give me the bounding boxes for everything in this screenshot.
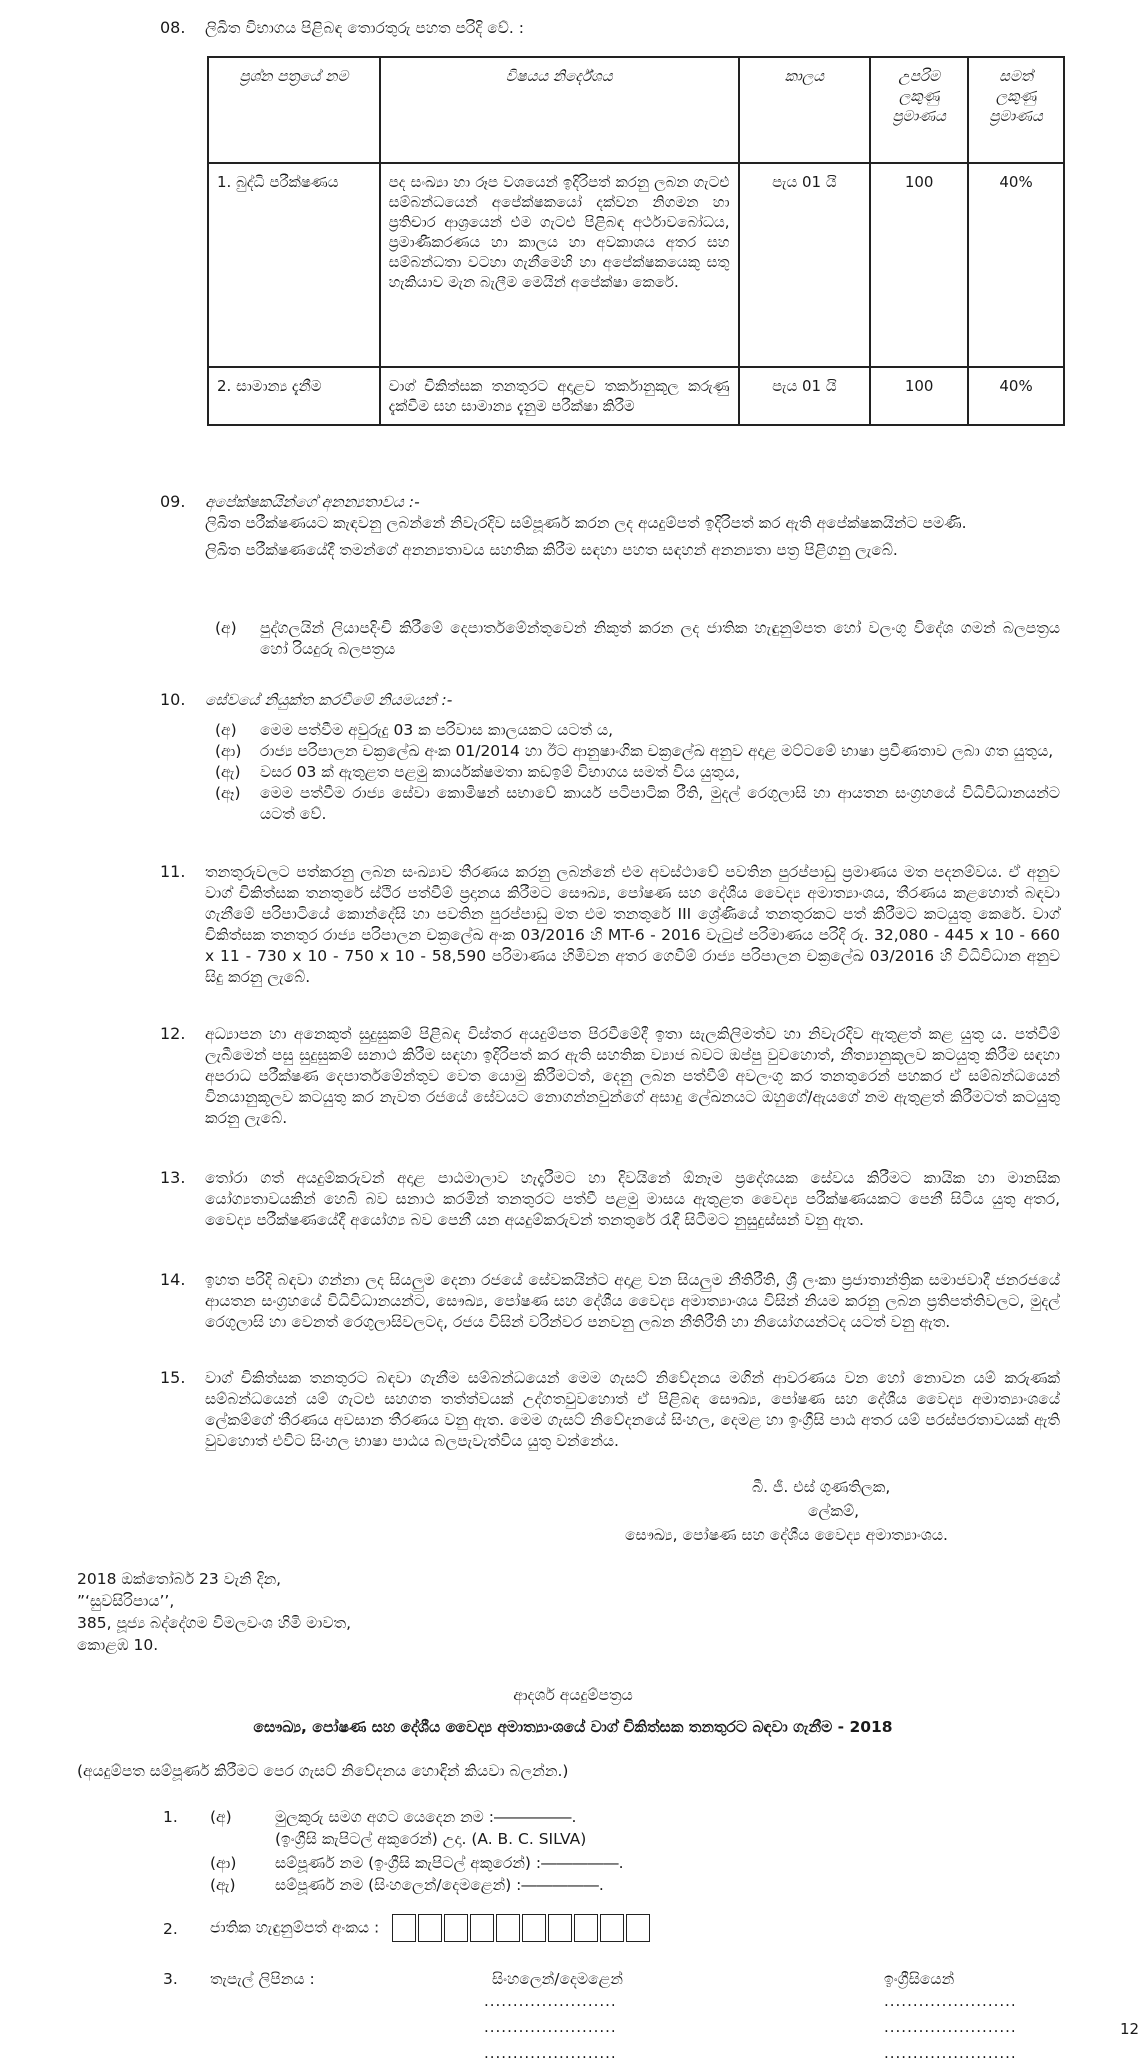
section-13-text: තෝරා ගත් අයදුම්කරුවන් අදාළ පාඨමාලාව හැදෑරීමට හා දිවයිනේ ඕනෑම ප්‍රදේශයක සේවය කිරීමට කායික හා මානසික යෝග්‍යතාවයකින් හෙබි බව සනාථ කරමින් තනතුරට පත්වී පළමු මාසය ඇතුළත වෛද්‍ය පරීක්ෂණයකට පෙනී සිටිය යුතු අතර, වෛද්‍ය පරීක්ෂණයේදී අයෝග්‍ය බව පෙනී යන අයදුම්කරුවන් තනතුරේ රැඳී සිටීමට නුසුදුස්සන් වනු ඇත.: [205, 1169, 1060, 1229]
section-number: 10.: [160, 690, 186, 709]
signatory-ministry: සෞඛ්‍ය, පෝෂණ සහ දේශීය වෛද්‍ය අමාත්‍යාංශය.: [625, 1526, 948, 1544]
list-item: [215, 741, 1060, 762]
nic-box[interactable]: [418, 1914, 442, 1942]
nic-field-label: ජාතික හැඳුනුම්පත් අංකය :: [210, 1918, 380, 1937]
list-label: (අ): [210, 1808, 232, 1826]
signatory-title: ලේකම්,: [808, 1502, 860, 1520]
dotted-line[interactable]: .......................: [884, 1992, 1017, 2010]
nic-box[interactable]: [470, 1914, 494, 1942]
header-cell: ප්‍රශ්න පත්‍රයේ නම: [208, 57, 380, 163]
address-line: 2018 ඔක්තෝබර් 23 වැනි දින,: [77, 1570, 282, 1588]
question-number: 3.: [163, 1970, 178, 1988]
example-text: (ඉංග්‍රීසි කැපිටල් අකුරෙන්) උදා. (A. B. C. SILVA): [275, 1830, 587, 1848]
section-15-text: වාග් චිකිත්සක තනතුරට බඳවා ගැනීම සම්බන්ධයෙන් මෙම ගැසට් නිවේදනය මගින් ආවරණය වන හෝ නොවන යම් කරුණක් සම්බන්ධයෙන් යම් ගැටළු සහගත තත්ත්වයක් උද්ගතවුවහොත් ඒ පිළිබඳ සෞඛ්‍ය, පෝෂණ සහ දේශීය වෛද්‍ය අමාත්‍යාංශයේ ලේකම්ගේ තීරණය අවසාන තීරණය වනු ඇත. මෙම ගැසට් නිවේදනයේ සිංහල, දෙමළ හා ඉංග්‍රීසි පාඨ අතර යම් පරස්පරතාවයක් ඇති වුවහොත් එවිට සිංහල භාෂා පාඨය බලපැවැත්විය යුතු වන්නේය.: [205, 1369, 1060, 1450]
list-item: [215, 720, 1060, 741]
section-paragraph: ලිඛිත පරීක්ෂණයට කැඳවනු ලබන්නේ නිවැරදිව සම්පූර්ණ කරන ලද අයදුම්පත් ඉදිරිපත් කර ඇති අපේක්ෂකයින්ට පමණි.: [205, 514, 967, 532]
signatory-name: බී. ජී. එස් ගුණතිලක,: [752, 1478, 891, 1496]
dotted-line[interactable]: .......................: [884, 2018, 1017, 2036]
section-12-text: අධ්‍යාපන හා අනෙකුත් සුදුසුකම් පිළිබඳ විස්තර අයදුම්පත පිරවීමේදී ඉතා සැලකිලිමත්ව හා නිවැරදිව ඇතුළත් කළ යුතු ය. පත්වීම් ලැබීමෙන් පසු සුදුසුකම් සනාථ කිරීම සඳහා ඉදිරිපත් කර ඇති සහතික ව්‍යාජ බවට ඔප්පු වුවහොත්, නීත්‍යානුකූලව කටයුතු කිරීම සඳහා අපරාධ පරීක්ෂණ දෙපාර්තමේන්තුව වෙත යොමු කිරීමටත්, දෙනු ලබන පත්වීම් අවලංගු කර තනතුරෙන් පහකර ඒ සම්බන්ධයෙන් විනයානුකූලව කටයුතු කර නැවත රජයේ සේවයට නොගන්නවුන්ගේ අසාදු ලේඛනයට ඔහුගේ/ඇයගේ නම ඇතුළත් කිරීමටත් කටයුතු කරනු ලැබේ.: [205, 1025, 1060, 1127]
nic-box[interactable]: [574, 1914, 598, 1942]
table-cell: පැය 01 යි: [739, 367, 871, 425]
section-08-text: ලිඛිත විභාගය පිළිබඳ තොරතුරු පහත පරිදි වේ. :: [205, 19, 524, 37]
address-line: 385, පූජ්‍ය බද්දේගම විමලවංශ හිමි මාවත,: [77, 1614, 351, 1632]
list-text: වසර 03 ක් ඇතුළත පළමු කාර්යක්ෂමතා කඩඉම් විභාගය සමත් විය යුතුය,: [260, 763, 740, 781]
section-10-list: [215, 720, 1060, 825]
question-number: 1.: [163, 1808, 178, 1826]
nic-box[interactable]: [522, 1914, 546, 1942]
section-number: 12.: [160, 1024, 186, 1043]
list-item: [215, 783, 1060, 825]
list-label: (ඇ): [210, 1876, 236, 1894]
address-field-english[interactable]: [884, 1988, 1017, 2066]
list-text: රාජ්‍ය පරිපාලන චක්‍රලේඛ අංක 01/2014 හා ඊට ආනුෂාංගික චක්‍රලේඛ අනුව අදාළ මට්ටමේ භාෂා ප්‍රවීණතාව ලබා ගත යුතුය,: [260, 742, 1054, 760]
list-label: (ආ): [210, 1854, 237, 1872]
question-number: 2.: [163, 1920, 178, 1938]
nic-boxes[interactable]: [392, 1914, 652, 1942]
full-name-sinhala-field-label: සම්පූර්ණ නම (සිංහලෙන්/දෙමළෙන්) :―――――.: [275, 1876, 604, 1894]
nic-box[interactable]: [626, 1914, 650, 1942]
list-label: (ආ): [215, 742, 242, 760]
header-cell: උපරිම ලකුණු ප්‍රමාණය: [870, 57, 968, 163]
table-cell: 2. සාමාන්‍ය දැනීම: [208, 367, 380, 425]
nic-box[interactable]: [548, 1914, 572, 1942]
table-cell: 1. බුද්ධි පරීක්ෂණය: [208, 163, 380, 367]
form-subtitle: සෞඛ්‍ය, පෝෂණ සහ දේශීය වෛද්‍ය අමාත්‍යාංශයේ වාග් චිකිත්සක තනතුරට බඳවා ගැනීම - 2018: [253, 1718, 893, 1736]
dotted-line[interactable]: .......................: [484, 2018, 617, 2036]
initials-name-field-label: මුලකුරු සමග අගට යෙදෙන නම :―――――.: [275, 1808, 577, 1826]
list-label: (අ): [215, 721, 237, 739]
list-label: (අ): [215, 619, 237, 637]
form-title: ආදර්ශ අයදුම්පත්‍රය: [513, 1686, 633, 1704]
table-header-row: [208, 57, 1064, 163]
section-11-text: තනතුරුවලට පත්කරනු ලබන සංඛ්‍යාව තීරණය කරනු ලබන්නේ එම අවස්ථාවේ පවතින පුරප්පාඩු ප්‍රමාණය මත පදනම්වය. ඒ අනුව වාග් චිකිත්සක තනතුරේ ස්ථිර පත්වීම් ප්‍රදානය කිරීමට සෞඛ්‍ය, පෝෂණ සහ දේශීය වෛද්‍ය අමාත්‍යාංශය, තීරණය කළහොත් බඳවා ගැනීමේ පරිපාටියේ කොන්දේසි හා පවතින පුරප්පාඩු මත එම තනතුරේ III ශ්‍රේණියේ තනතුරකට පත් කිරීමට කටයුතු කෙරේ. වාග් චිකිත්සක තනතුර රාජ්‍ය පරිපාලන චක්‍රලේඛ අංක 03/2016 හි MT-6 - 2016 වැටුප් පරිමාණය පරිදි රු. 32,080 - 445 x 10 - 660 x 11 - 730 x 10 - 750 x 10 - 58,590 පරිමාණය හිමිවන අතර ගෙවීම් රාජ්‍ය පරිපාලන චක්‍රලේඛ 03/2016 හි විධිවිධාන අනුව සිදු කරනු ලැබේ.: [205, 863, 1060, 986]
section-number: 15.: [160, 1368, 186, 1387]
header-cell: කාලය: [739, 57, 871, 163]
column-heading: ඉංග්‍රීසියෙන්: [884, 1970, 955, 1988]
dotted-line[interactable]: .......................: [484, 1992, 617, 2010]
list-text: පුද්ගලයින් ලියාපදිංචි කිරීමේ දෙපාර්තමේන්තුවෙන් නිකුත් කරන ලද ජාතික හැඳුනුම්පත හෝ වලංගු විදේශ ගමන් බලපත්‍රය හෝ රියදුරු බලපත්‍රය: [260, 619, 1060, 658]
nic-box[interactable]: [444, 1914, 468, 1942]
table-row: [208, 163, 1064, 367]
address-line: කොළඹ 10.: [77, 1636, 159, 1654]
exam-table: [207, 56, 1065, 426]
list-item: [215, 762, 1060, 783]
list-label: (ඈ): [215, 784, 241, 802]
section-14-text: ඉහත පරිදි බඳවා ගන්නා ලද සියලුම දෙනා රජයේ සේවකයින්ට අදාළ වන සියලුම නීතිරීති, ශ්‍රී ලංකා ප්‍රජාතාන්ත්‍රික සමාජවාදී ජනරජයේ ආයතන සංග්‍රහයේ විධිවිධානයන්ට, සෞඛ්‍ය, පෝෂණ සහ දේශීය වෛද්‍ය අමාත්‍යාංශය විසින් නියම කරනු ලබන ප්‍රතිපත්තිවලට, මුදල් රෙගුලාසි හා වෙනත් රෙගුලාසිවලටද, රජය විසින් වරින්වර පනවනු ලබන නීතිරීති හා නියෝගයන්ටද යටත් වනු ඇත.: [205, 1271, 1060, 1331]
table-cell: 100: [870, 367, 968, 425]
address-line: ”‘සුවසිරිපාය’’,: [77, 1592, 175, 1610]
table-cell: පැය 01 යි: [739, 163, 871, 367]
section-heading: අපේක්ෂකයින්ගේ අනන්‍යතාවය :-: [205, 493, 420, 511]
section-number: 09.: [160, 492, 186, 511]
section-number: 11.: [160, 862, 186, 881]
section-heading: සේවයේ නියුක්ත කරවීමේ නියමයන් :-: [205, 691, 453, 709]
list-text: මෙම පත්වීම අවුරුදු 03 ක පරිවාස කාලයකට යටත් ය,: [260, 721, 614, 739]
nic-field: [210, 1914, 652, 1942]
table-cell: පද සංඛ්‍යා හා රූප වශයෙන් ඉදිරිපත් කරනු ලබන ගැටළු සම්බන්ධයෙන් අපේක්ෂකයෝ දක්වන නිගමන හා ප්‍රතිචාර ආශ්‍රයෙන් එම ගැටළු පිළිබඳ අර්ථාවබෝධය, ප්‍රමාණීකරණය හා කාලය හා අවකාශය අතර සහ සම්බන්ධතා වටහා ගැනීමෙහි හා අපේක්ෂකයෙකු සතු හැකියාව මැන බැලීම මෙයින් අපේක්ෂා කෙරේ.: [380, 163, 739, 367]
dotted-line[interactable]: .......................: [484, 2044, 617, 2062]
nic-box[interactable]: [600, 1914, 624, 1942]
full-name-english-field-label: සම්පූර්ණ නම (ඉංග්‍රීසි කැපිටල් අකුරෙන්) :―――――.: [275, 1854, 624, 1872]
header-cell: විෂයය නිර්දේශය: [380, 57, 739, 163]
section-paragraph: ලිඛිත පරීක්ෂණයේදී තමන්ගේ අනන්‍යතාවය සහතික කිරීම සඳහා පහත සඳහන් අනන්‍යතා පත්‍ර පිළිගනු ලැබේ.: [205, 541, 898, 559]
column-heading: සිංහලෙන්/දෙමළෙන්: [492, 1970, 624, 1988]
section-number: 14.: [160, 1270, 186, 1289]
table-cell: වාග් චිකිත්සක තනතුරට අදාළව තර්කානුකූල කරුණු දැක්වීම සහ සාමාන්‍ය දැනුම පරීක්ෂා කිරීම: [380, 367, 739, 425]
table-row: [208, 367, 1064, 425]
section-number: 08.: [160, 18, 186, 37]
table-cell: 40%: [968, 367, 1064, 425]
list-item: [215, 618, 1060, 660]
address-block: [77, 1568, 351, 1656]
page-number: 12: [1120, 2020, 1140, 2038]
address-field-sinhala[interactable]: [484, 1988, 617, 2066]
form-note: (අයදුම්පත සම්පූර්ණ කිරීමට පෙර ගැසට් නිවේදනය හොඳින් කියවා බලන්න.): [77, 1762, 569, 1780]
nic-box[interactable]: [392, 1914, 416, 1942]
section-number: 13.: [160, 1168, 186, 1187]
postal-address-label: තැපැල් ලිපිනය :: [210, 1970, 315, 1988]
nic-box[interactable]: [496, 1914, 520, 1942]
list-label: (ඇ): [215, 763, 241, 781]
table-cell: 40%: [968, 163, 1064, 367]
list-text: මෙම පත්වීම රාජ්‍ය සේවා කොමිෂන් සභාවේ කාර්ය පටිපාටික රීති, මුදල් රෙගුලාසි හා ආයතන සංග්‍රහයේ විධිවිධානයන්ට යටත් වේ.: [260, 784, 1060, 823]
section-09-list: [215, 618, 1060, 660]
section-09: [205, 492, 1060, 567]
header-cell: සමත් ලකුණු ප්‍රමාණය: [968, 57, 1064, 163]
dotted-line[interactable]: .......................: [884, 2044, 1017, 2062]
table-cell: 100: [870, 163, 968, 367]
